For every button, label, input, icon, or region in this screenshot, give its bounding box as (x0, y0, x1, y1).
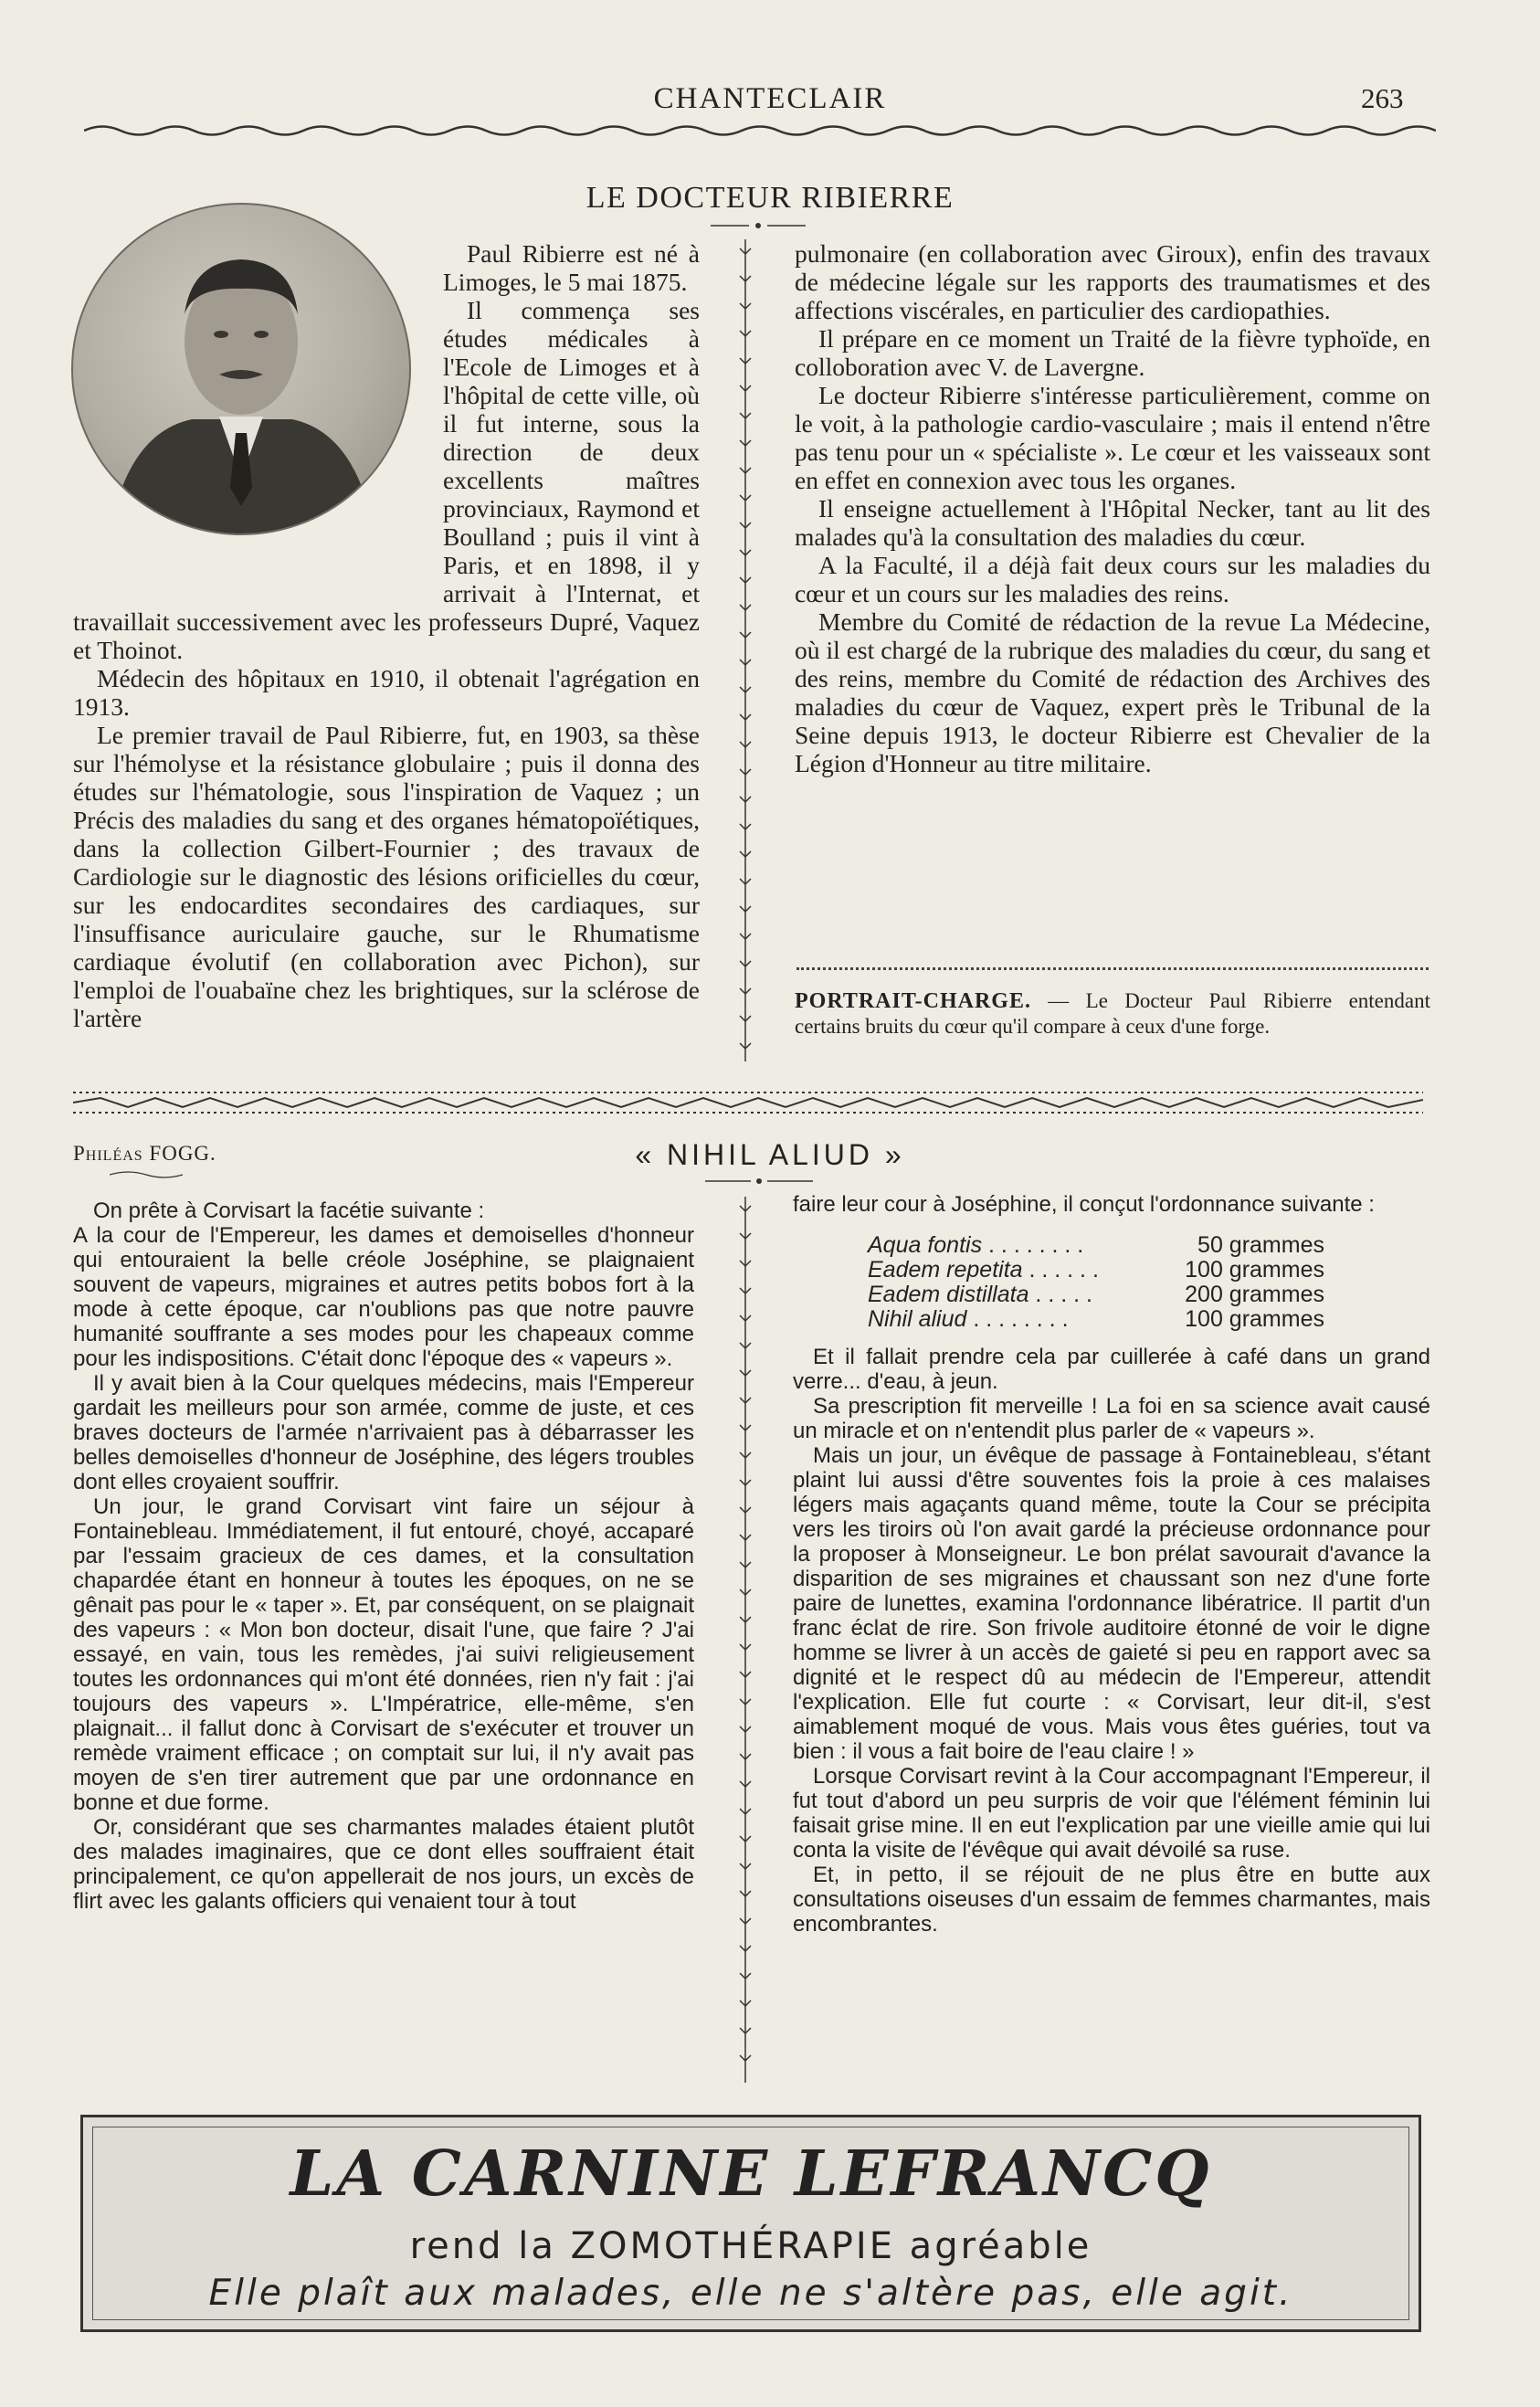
advertisement-slogan: Elle plaît aux malades, elle ne s'altère pas, elle agit. (208, 2273, 1293, 2314)
ingredient-name: Aqua fontis (868, 1232, 983, 1258)
caption (795, 988, 1430, 1040)
paragraph: Paul Ribierre est né à Limoges, le 5 mai 1875. (443, 239, 700, 296)
paragraph: Le premier travail de Paul Ribierre, fut, en 1903, sa thèse sur l'hémolyse et la résistance globulaire ; puis il donna des études sur l'hématologie, sous l'inspiration de Vaquez ; un Précis des maladies du sang et des organes hématopoïétiques, dans la collection Gilbert-Fournier ; des travaux de Cardiologie sur le diagnostic des lésions orificielles du cœur, sur les endocardites secondaires des cardiaques, sur l'insuffisance auriculaire gauche, sur le Rhumatisme cardiaque évolutif (en collaboration avec Pichon), sur l'emploi de l'ouabaïne chez les brightiques, sur la sclérose de l'artère (73, 721, 700, 1032)
paragraph: Membre du Comité de rédaction de la revue La Médecine, où il est chargé de la rubrique des maladies du cœur, du sang et des reins, membre du Comité de rédaction des Archives des maladies du cœur de Vaquez, expert près le Tribunal de la Seine depuis 1913, le docteur Ribierre est Chevalier de la Légion d'Honneur au titre militaire. (795, 607, 1430, 777)
ingredient-name: Eadem distillata (868, 1282, 1029, 1307)
leader-dots: . . . . . . . . (982, 1232, 1084, 1258)
paragraph: Lorsque Corvisart revint à la Cour accompagnant l'Empereur, il fut tout d'abord un peu surpris de voir que l'élément féminin lui faisait grise mine. Il en eut l'explication par une vieille amie qui lui conta la visite de l'évêque qui avait dévoilé sa ruse. (793, 1764, 1430, 1863)
article-title: LE DOCTEUR RIBIERRE (585, 181, 955, 215)
advertisement-title: LA CARNINE LEFRANCQ (290, 2138, 1212, 2211)
vertical-ornament-rule-icon (736, 239, 754, 1061)
leader-dots: . . . . . . . . (966, 1306, 1069, 1332)
ingredient-name: Nihil aliud (868, 1306, 967, 1332)
prescription-line (868, 1258, 1324, 1283)
paragraph: Et, in petto, il se réjouit de ne plus être en butte aux consultations oiseuses d'un essaim de femmes charmantes, mais encombrantes. (793, 1863, 1430, 1937)
flourish-icon (705, 1175, 813, 1188)
leader-dots: . . . . . (1028, 1282, 1092, 1307)
paragraph: Médecin des hôpitaux en 1910, il obtenait l'agrégation en 1913. (73, 664, 700, 721)
advertisement (80, 2115, 1421, 2332)
caption-text: — Le Docteur Paul Ribierre entendant certains bruits du cœur qu'il compare à ceux d'une forge. (795, 989, 1430, 1038)
page-number: 263 (1361, 82, 1404, 114)
wavy-rule-icon (84, 121, 1436, 141)
paragraph: On prête à Corvisart la facétie suivante : (93, 1198, 485, 1223)
article1-right-column (795, 239, 1430, 777)
paragraph: faire leur cour à Joséphine, il conçut l'ordonnance suivante : (793, 1192, 1375, 1217)
article2-title: « NIHIL ALIUD » (635, 1138, 905, 1171)
article1-left-column (73, 239, 700, 1032)
advertisement-tagline: rend la ZOMOTHÉRAPIE agréable (409, 2225, 1092, 2267)
paragraph: A la Faculté, il a déjà fait deux cours sur les maladies du cœur et un cours sur les maladies des reins. (795, 551, 1430, 607)
byline: Philéas FOGG. (73, 1142, 216, 1165)
caption-label: PORTRAIT-CHARGE. (795, 989, 1031, 1013)
paragraph: Il enseigne actuellement à l'Hôpital Necker, tant au lit des malades qu'à la consultation des maladies du cœur. (795, 494, 1430, 551)
paragraph: pulmonaire (en collaboration avec Giroux), enfin des travaux de médecine légale sur les rapports des traumatismes et des affections viscérales, en particulier des cardiopathies. (795, 239, 1430, 324)
prescription-line (868, 1233, 1324, 1258)
paragraph: Il commença ses études médicales à l'Ecole de Limoges et à l'hôpital de cette ville, où il fut interne, sous la direction de deux excellents maîtres provinciaux, Raymond et Boulland ; puis il vint à Paris, et en 1898, il y arrivait à l'Internat, et travaillait successivement avec les professeurs Dupré, Vaquez et Thoinot. (73, 296, 700, 664)
paragraph: A la cour de l'Empereur, les dames et demoiselles d'honneur qui entouraient la belle créole Joséphine, se plaignaient souvent de vapeurs, migraines et autres petits bobos fort à la mode à cette époque, car n'oublions pas que notre pauvre humanité souffrante a ses modes pour les chapeaux comme pour les indispositions. C'était donc l'époque des « vapeurs ». (73, 1223, 694, 1371)
prescription-line (868, 1283, 1324, 1307)
article2-right-column (793, 1192, 1430, 1937)
ingredient-dose: 50 grammes (1197, 1232, 1324, 1258)
vertical-ornament-rule-icon (736, 1197, 754, 2083)
flourish-icon (711, 219, 806, 232)
paragraph: Et il fallait prendre cela par cuillerée à café dans un grand verre... d'eau, à jeun. (793, 1345, 1430, 1394)
article2-left-column (73, 1198, 694, 1914)
paragraph: Il y avait bien à la Cour quelques médecins, mais l'Empereur gardait les meilleurs pour son armée, comme de juste, et ces braves docteurs de l'armée n'arrivaient pas à débarrasser les belles demoiselles d'honneur de Joséphine, des légers troubles dont elles croyaient souffrir. (73, 1371, 694, 1494)
prescription-line (868, 1307, 1324, 1332)
running-title: CHANTECLAIR (653, 82, 887, 115)
paragraph: Or, considérant que ses charmantes malades étaient plutôt des malades imaginaires, que ce dont elles souffraient était principalement, ce qu'on appellerait de nos jours, un excès de flirt avec les galants officiers qui venaient tour à tout (73, 1815, 694, 1914)
ornament-band-icon (73, 1089, 1423, 1116)
dotted-separator (796, 967, 1429, 970)
paragraph: Il prépare en ce moment un Traité de la fièvre typhoïde, en colloboration avec V. de Lavergne. (795, 324, 1430, 381)
paragraph: Mais un jour, un évêque de passage à Fontainebleau, s'étant plaint lui aussi d'être souventes fois la proie à ces malaises légers mais agaçants quand même, toute la Cour se précipita vers les tiroirs où l'on avait gardé la précieuse ordonnance pour la proposer à Monseigneur. Le bon prélat savourait d'avance la disparition de ses migraines et chaussant son nez d'une forte paire de lunettes, examina l'ordonnance libératrice. Il partit d'un franc éclat de rire. Son frivole auditoire étonné de voir le digne homme se livrer à un accès de gaieté si peu en rapport avec sa dignité et le respect dû au médecin de l'Empereur, attendit l'explication. Elle fut courte : « Corvisart, leur dit-il, s'est aimablement moqué de vous. Mais vous êtes guéries, tout va bien : il vous a fait boire de l'eau claire ! » (793, 1443, 1430, 1764)
ingredient-dose: 100 grammes (1185, 1306, 1324, 1332)
paragraph: Un jour, le grand Corvisart vint faire un séjour à Fontainebleau. Immédiatement, il fut entouré, choyé, accaparé par l'essaim gracieux de ces dames, et la consultation chapardée étant en honneur à toutes les époques, on ne se gênait pas pour le « taper ». Et, par conséquent, on se plaignait des vapeurs : « Mon bon docteur, disait l'une, que faire ? J'ai essayé, en vain, tous les remèdes, j'ai suivi religieusement toutes les ordonnances qui m'ont été données, rien n'y fait : j'ai toujours des vapeurs ». L'Impératrice, elle-même, s'en plaignait... il fallut donc à Corvisart de s'exécuter et trouver un remède vraiment efficace ; on comptait sur lui, il n'y avait pas moyen de s'en tirer autrement que par une ordonnance en bonne et due forme. (73, 1494, 694, 1815)
paragraph: Le docteur Ribierre s'intéresse particulièrement, comme on le voit, à la pathologie cardio-vasculaire ; mais il entend n'être pas tenu pour un « spécialiste ». Le cœur et les vaisseaux sont en effet en connexion avec tous les organes. (795, 381, 1430, 494)
paragraph: Sa prescription fit merveille ! La foi en sa science avait causé un miracle et on n'entendit plus parler de « vapeurs ». (793, 1394, 1430, 1443)
ingredient-name: Eadem repetita (868, 1257, 1023, 1283)
ingredient-dose: 100 grammes (1185, 1257, 1324, 1283)
prescription (868, 1233, 1324, 1332)
ingredient-dose: 200 grammes (1185, 1282, 1324, 1307)
leader-dots: . . . . . . (1022, 1257, 1099, 1283)
